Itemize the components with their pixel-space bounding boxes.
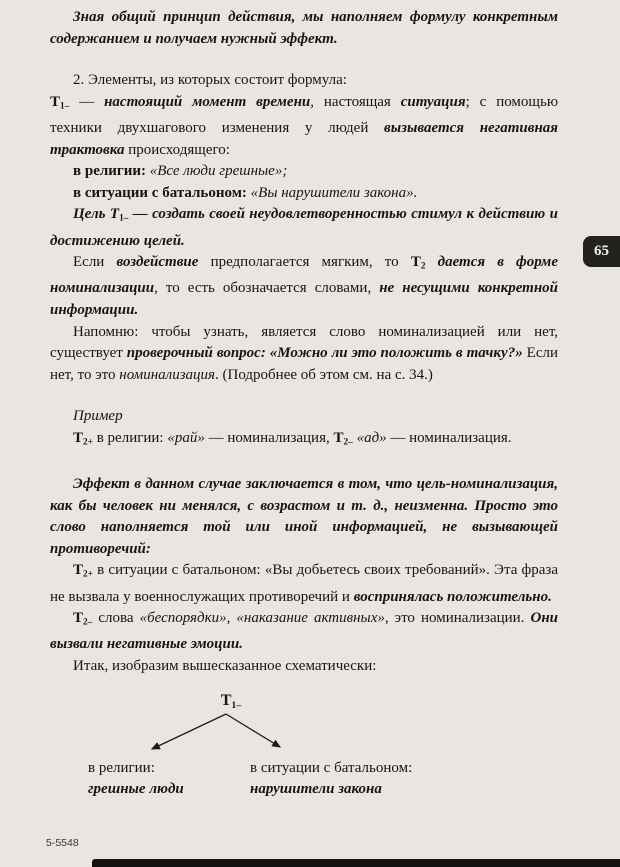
diagram-left-value: грешные люди bbox=[88, 781, 184, 798]
paragraph: Т2+ в религии: «рай» — номинализация, Т2– «ад» — номинализация. bbox=[73, 429, 512, 448]
arrow-to-religion bbox=[152, 714, 226, 749]
paragraph: Зная общий принцип действия, мы наполняем формулу конкретным содержанием и получаем нужный эффект. bbox=[50, 9, 558, 47]
paragraph: Если воздействие предполагается мягким, то Т2 дается в форме номинализации, то есть обозначается словами, не несущими конкретной информации. bbox=[50, 254, 558, 318]
paragraph: Т1– — настоящий момент времени, настоящая ситуация; с помощью техники двухшагового изменения у людей вызывается негативная трактовка происходящего: bbox=[50, 93, 559, 158]
paragraph: Напомню: чтобы узнать, является слово номинализацией или нет, существует проверочный вопрос: «Можно ли это положить в тачку?» Если нет, то это номинализация. (Подробнее об этом см. на с. 34.) bbox=[50, 323, 558, 383]
diagram-root-term: Т1– bbox=[220, 691, 242, 711]
paragraph: в ситуации с батальоном: «Вы нарушители закона». bbox=[73, 184, 418, 201]
paragraph: Т2+ в ситуации с батальоном: «Вы добьетесь своих требований». Эта фраза не вызвала у военнослужащих противоречий и воспринялась положительно. bbox=[50, 562, 558, 605]
print-code: 5-5548 bbox=[46, 837, 79, 850]
diagram-branch-religion bbox=[88, 758, 184, 801]
diagram bbox=[0, 690, 620, 815]
diagram-branch-battalion bbox=[250, 758, 412, 801]
paragraph: Пример bbox=[73, 408, 123, 425]
diagram-right-value: нарушители закона bbox=[250, 781, 382, 798]
paragraph: Т2– слова «беспорядки», «наказание активных», это номинализации. Они вызвали негативные эмоции. bbox=[50, 610, 558, 653]
arrow-to-battalion bbox=[226, 714, 280, 747]
paragraph: в религии: «Все люди грешные»; bbox=[73, 163, 288, 180]
page-number-tab bbox=[583, 236, 620, 267]
paragraph: Эффект в данном случае заключается в том, что цель-номинализация, как бы человек ни менялся, с возрастом и т. д., неизменна. Просто это слово наполняется той или иной информацией, не вызывающей противоречий: bbox=[50, 476, 558, 557]
paragraph: Итак, изобразим вышесказанное схематически: bbox=[73, 658, 377, 674]
paragraph: Цель Т1– — создать своей неудовлетворенностью стимул к действию и достижению целей. bbox=[50, 206, 558, 249]
scan-edge-bar bbox=[92, 859, 620, 867]
paragraph: 2. Элементы, из которых состоит формула: bbox=[73, 72, 347, 89]
diagram-left-label: в религии: bbox=[88, 759, 155, 776]
diagram-arrows bbox=[128, 712, 308, 756]
page-number: 65 bbox=[594, 242, 609, 259]
diagram-right-label: в ситуации с батальоном: bbox=[250, 759, 413, 776]
